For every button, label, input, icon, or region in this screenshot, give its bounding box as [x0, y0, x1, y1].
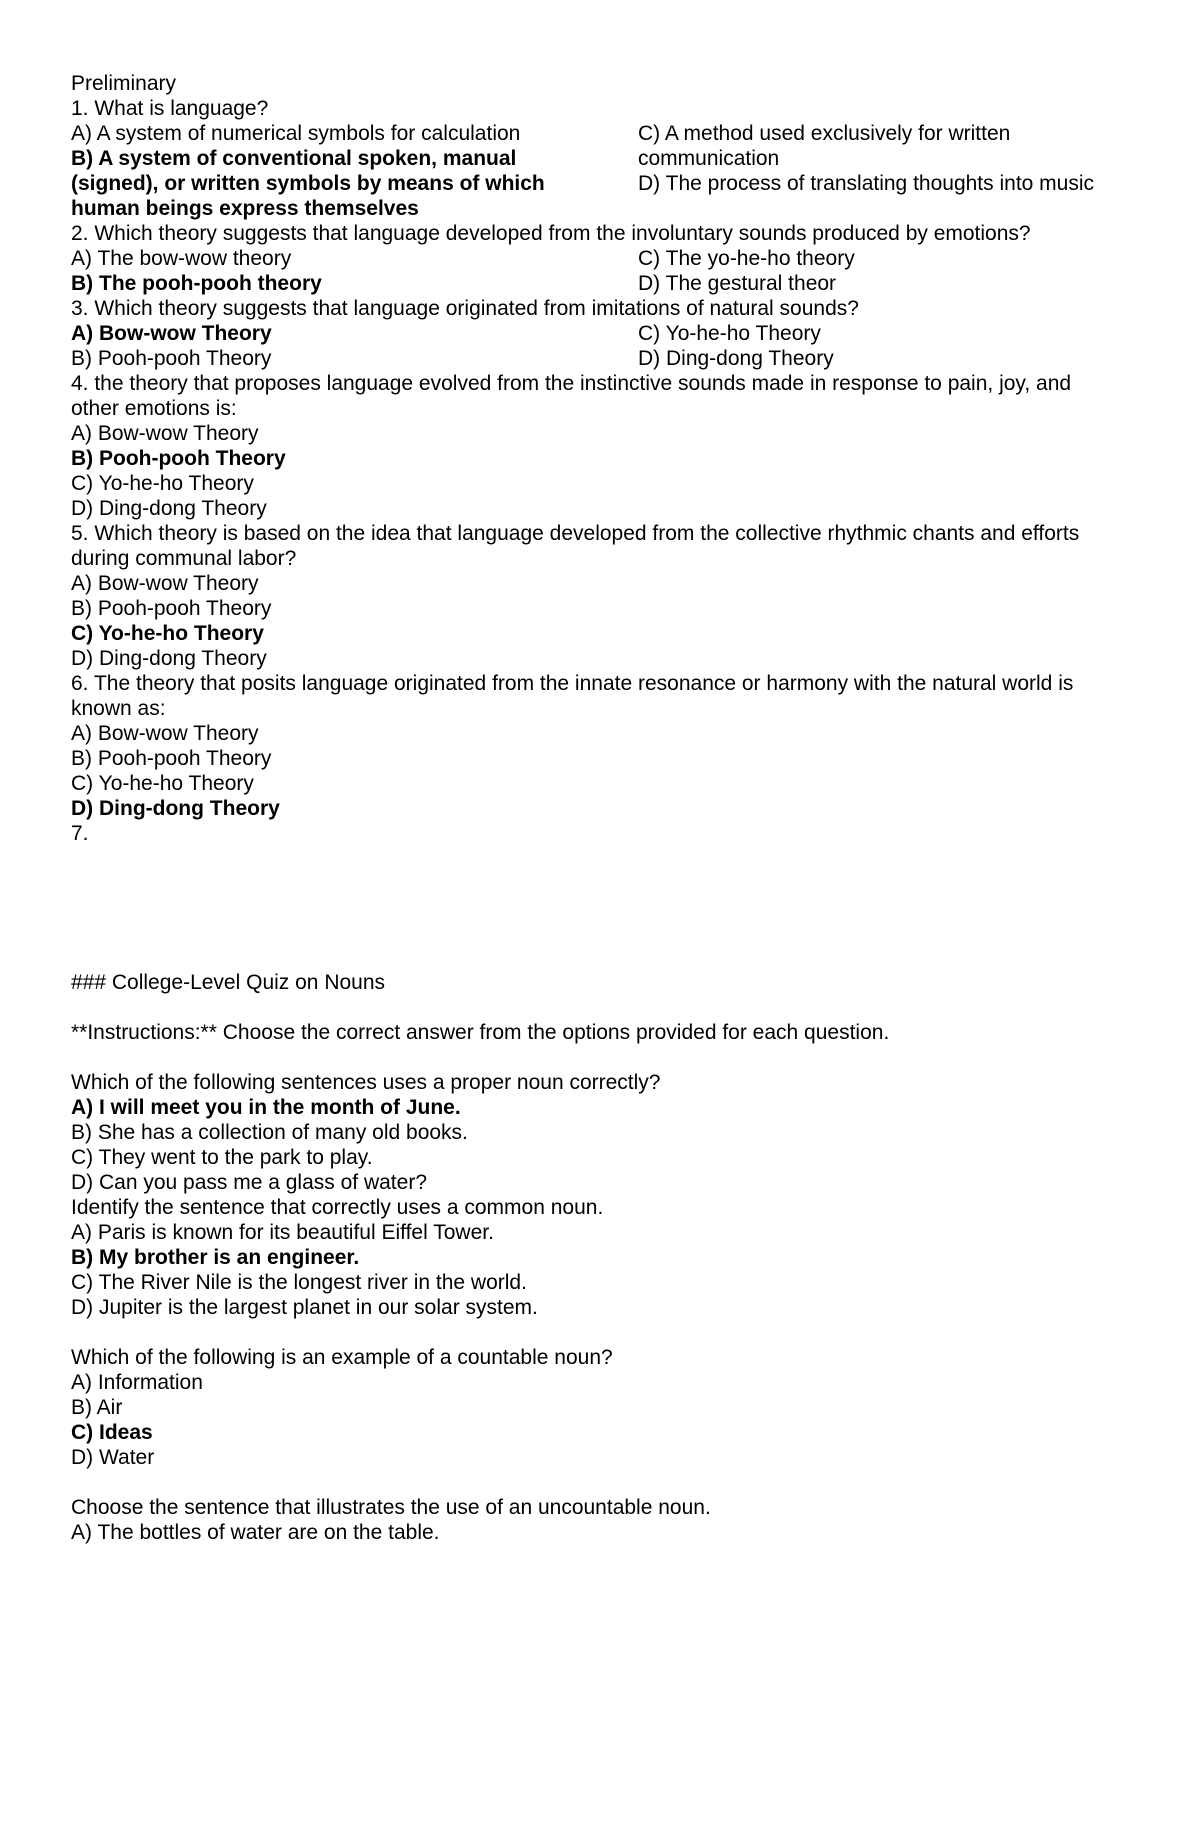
spacer: [71, 1470, 1131, 1495]
spacer: [71, 846, 1131, 970]
noun-option-2b-answer: B) My brother is an engineer.: [71, 1246, 360, 1269]
document-body: [71, 71, 1131, 1545]
option-1a: A) A system of numerical symbols for calculation: [71, 122, 521, 145]
option-1c-cont: communication: [638, 147, 780, 170]
option-2d: D) The gestural theor: [638, 272, 837, 295]
option-5b: B) Pooh-pooh Theory: [71, 597, 272, 620]
question-4-cont: other emotions is:: [71, 397, 237, 420]
option-4d: D) Ding-dong Theory: [71, 497, 267, 520]
question-7: 7.: [71, 822, 89, 845]
option-6c: C) Yo-he-ho Theory: [71, 772, 254, 795]
noun-option-2a: A) Paris is known for its beautiful Eiffel Tower.: [71, 1221, 494, 1244]
noun-option-2d: D) Jupiter is the largest planet in our solar system.: [71, 1296, 538, 1319]
option-3d: D) Ding-dong Theory: [638, 347, 834, 370]
noun-option-1c: C) They went to the park to play.: [71, 1146, 373, 1169]
option-6b: B) Pooh-pooh Theory: [71, 747, 272, 770]
option-1b-answer-cont: (signed), or written symbols by means of which: [71, 172, 545, 195]
noun-option-3a: A) Information: [71, 1371, 203, 1394]
spacer: [71, 1320, 1131, 1345]
question-1: 1. What is language?: [71, 97, 269, 120]
option-3a-answer: A) Bow-wow Theory: [71, 322, 272, 345]
spacer: [71, 995, 1131, 1020]
option-3c: C) Yo-he-ho Theory: [638, 322, 821, 345]
option-6d-answer: D) Ding-dong Theory: [71, 797, 280, 820]
option-4b-answer: B) Pooh-pooh Theory: [71, 447, 286, 470]
option-5a: A) Bow-wow Theory: [71, 572, 259, 595]
option-3b: B) Pooh-pooh Theory: [71, 347, 272, 370]
question-2-options-row1: [71, 246, 1131, 271]
question-3-options-row2: [71, 346, 1131, 371]
noun-question-2: Identify the sentence that correctly uses a common noun.: [71, 1196, 604, 1219]
quiz-heading: ### College-Level Quiz on Nouns: [71, 971, 386, 994]
question-1-options: [71, 121, 1131, 221]
question-2: 2. Which theory suggests that language developed from the involuntary sounds produced by emotions?: [71, 222, 1031, 245]
option-4a: A) Bow-wow Theory: [71, 422, 259, 445]
option-1d: D) The process of translating thoughts into music: [638, 172, 1095, 195]
question-4: 4. the theory that proposes language evolved from the instinctive sounds made in response to pain, joy, and: [71, 372, 1072, 395]
noun-option-2c: C) The River Nile is the longest river in the world.: [71, 1271, 527, 1294]
question-5-cont: during communal labor?: [71, 547, 297, 570]
option-4c: C) Yo-he-ho Theory: [71, 472, 254, 495]
question-6: 6. The theory that posits language originated from the innate resonance or harmony with the natural world is: [71, 672, 1074, 695]
option-2b-answer: B) The pooh-pooh theory: [71, 272, 322, 295]
question-3: 3. Which theory suggests that language originated from imitations of natural sounds?: [71, 297, 859, 320]
noun-option-3d: D) Water: [71, 1446, 155, 1469]
noun-option-3c-answer: C) Ideas: [71, 1421, 153, 1444]
spacer: [71, 1045, 1131, 1070]
option-2c: C) The yo-he-ho theory: [638, 247, 855, 270]
noun-option-1a-answer: A) I will meet you in the month of June.: [71, 1096, 461, 1119]
question-3-options-row1: [71, 321, 1131, 346]
option-6a: A) Bow-wow Theory: [71, 722, 259, 745]
option-5c-answer: C) Yo-he-ho Theory: [71, 622, 264, 645]
noun-question-4: Choose the sentence that illustrates the use of an uncountable noun.: [71, 1496, 711, 1519]
option-1b-answer-cont: human beings express themselves: [71, 197, 419, 220]
option-1b-answer: B) A system of conventional spoken, manual: [71, 147, 517, 170]
noun-question-3: Which of the following is an example of a countable noun?: [71, 1346, 613, 1369]
noun-option-3b: B) Air: [71, 1396, 123, 1419]
quiz-instructions: **Instructions:** Choose the correct answer from the options provided for each question.: [71, 1021, 890, 1044]
question-6-cont: known as:: [71, 697, 166, 720]
section-heading: Preliminary: [71, 72, 177, 95]
option-5d: D) Ding-dong Theory: [71, 647, 267, 670]
question-5: 5. Which theory is based on the idea that language developed from the collective rhythmic chants and efforts: [71, 522, 1080, 545]
option-1c: C) A method used exclusively for written: [638, 122, 1011, 145]
noun-question-1: Which of the following sentences uses a proper noun correctly?: [71, 1071, 661, 1094]
noun-option-4a: A) The bottles of water are on the table.: [71, 1521, 440, 1544]
question-2-options-row2: [71, 271, 1131, 296]
noun-option-1d: D) Can you pass me a glass of water?: [71, 1171, 427, 1194]
noun-option-1b: B) She has a collection of many old books.: [71, 1121, 468, 1144]
option-2a: A) The bow-wow theory: [71, 247, 292, 270]
